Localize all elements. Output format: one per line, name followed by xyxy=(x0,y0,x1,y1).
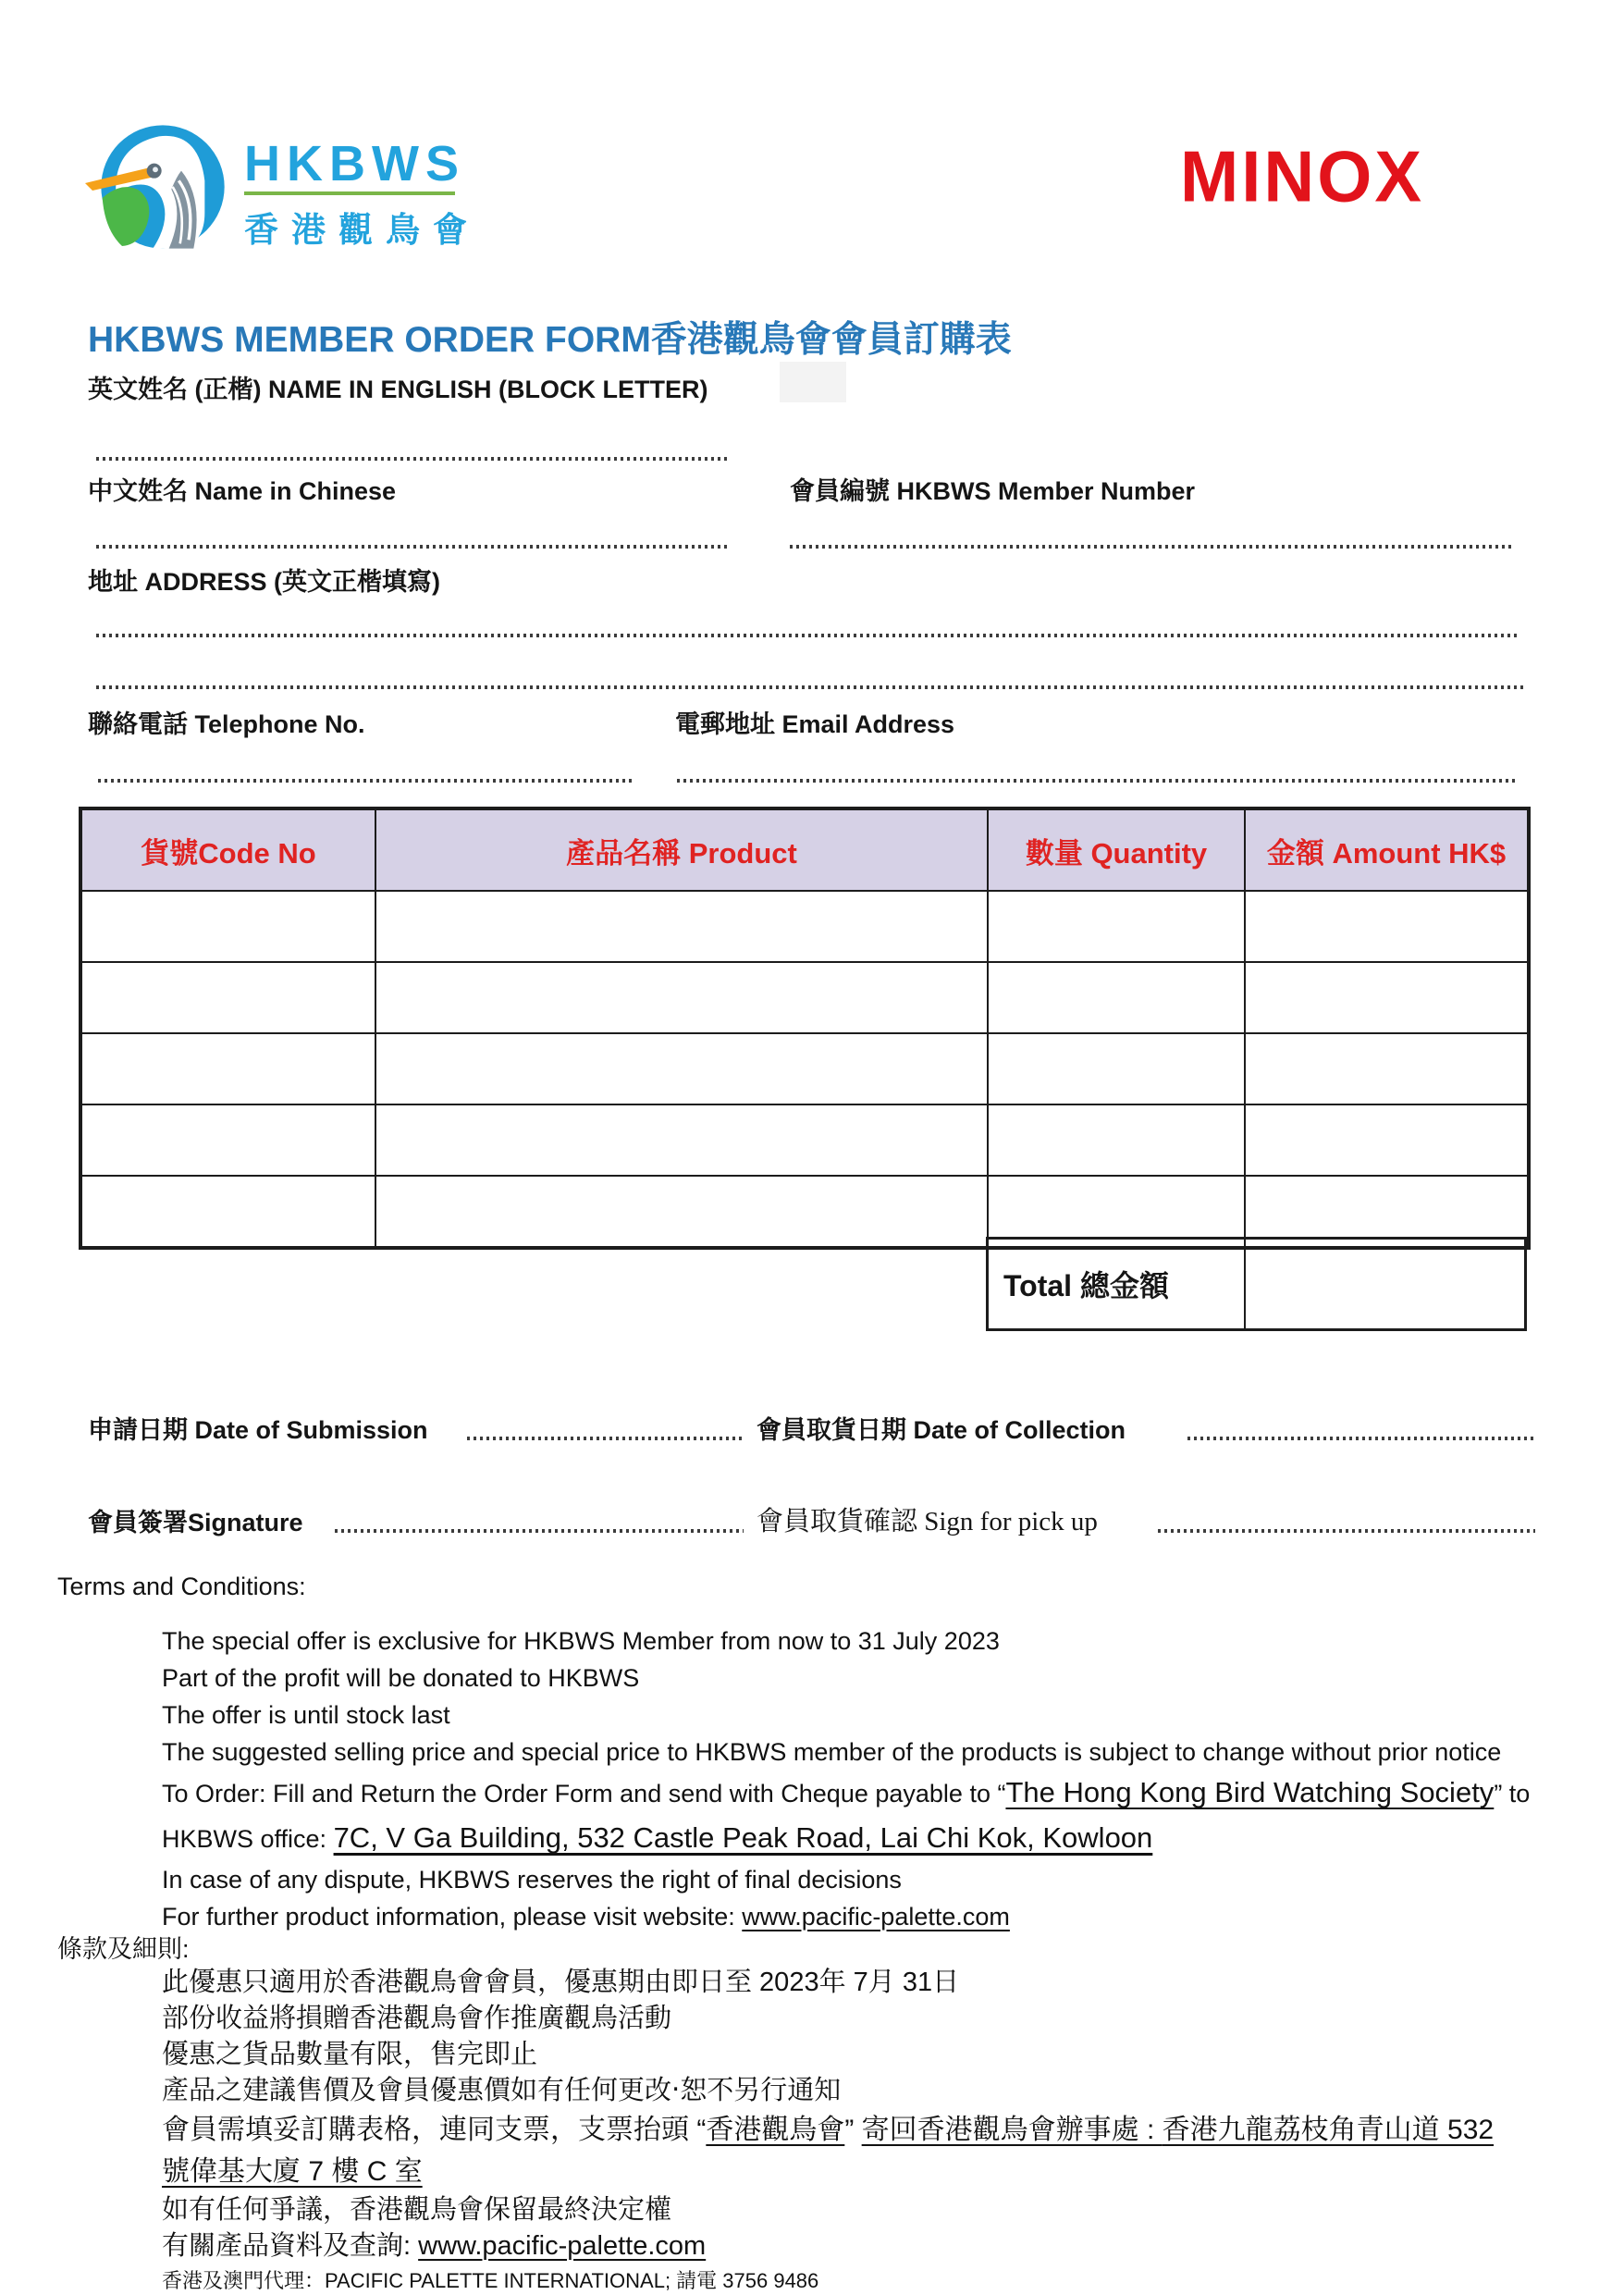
cell-amount[interactable] xyxy=(1245,962,1529,1033)
terms-en-item: The offer is until stock last xyxy=(162,1701,450,1729)
mail-prefix: 會員需填妥訂購表格，連同支票，支票抬頭 “ xyxy=(162,2115,707,2145)
minox-logo: MINOX xyxy=(1180,137,1425,217)
terms-zh-item: 部份收益將損贈香港觀鳥會作推廣觀鳥活動 xyxy=(162,2004,672,2033)
date-submission-label: 申請日期 Date of Submission xyxy=(88,1416,428,1444)
email-write-line[interactable] xyxy=(677,779,1518,783)
sign-pickup-label: 會員取貨確認 Sign for pick up xyxy=(757,1507,1098,1536)
terms-en-item: In case of any dispute, HKBWS reserves the right of final decisions xyxy=(162,1866,902,1894)
address-write-line-2[interactable] xyxy=(96,685,1524,689)
info-url: www.pacific-palette.com xyxy=(418,2231,707,2261)
to-order-prefix: To Order: Fill and Return the Order Form and send with Cheque payable to “ xyxy=(162,1780,1006,1808)
order-table-row xyxy=(80,891,1529,962)
society-name: The Hong Kong Bird Watching Society xyxy=(1005,1776,1495,1808)
cell-code-no[interactable] xyxy=(80,1104,375,1176)
mail-mid: ” xyxy=(844,2115,862,2145)
terms-zh-item: 如有任何爭議，香港觀鳥會保留最終決定權 xyxy=(162,2195,672,2225)
cell-amount[interactable] xyxy=(1245,1104,1529,1176)
mail-address-line1: 香港九龍荔枝角青山道 532 xyxy=(1162,2115,1495,2145)
to-order-suffix: ” to xyxy=(1494,1780,1531,1808)
hkbws-logo-chinese: 香港觀鳥會 xyxy=(244,211,480,249)
order-table-row xyxy=(80,1104,1529,1176)
office-address: 7C, V Ga Building, 532 Castle Peak Road, Lai Chi Kok, Kowloon xyxy=(333,1821,1153,1854)
email-label: 電郵地址 Email Address xyxy=(675,710,955,738)
signature-label: 會員簽署Signature xyxy=(88,1509,303,1536)
hkbws-logo-text xyxy=(244,136,480,252)
cell-quantity[interactable] xyxy=(988,891,1245,962)
info-prefix: 有關產品資料及查詢: xyxy=(162,2231,419,2261)
cell-code-no[interactable] xyxy=(80,891,375,962)
cell-code-no[interactable] xyxy=(80,962,375,1033)
terms-en-item-to-order xyxy=(162,1771,1593,1816)
name-chinese-label: 中文姓名 Name in Chinese xyxy=(88,477,397,505)
address-write-line-1[interactable] xyxy=(96,634,1519,637)
header-code-no: 貨號Code No xyxy=(80,808,375,891)
header-product: 產品名稱 Product xyxy=(375,808,988,891)
cell-quantity[interactable] xyxy=(988,1104,1245,1176)
date-collection-write-line[interactable] xyxy=(1187,1437,1537,1440)
hkbws-bird-icon xyxy=(85,120,233,261)
mail-office: 寄回香港觀鳥會辦事處 : xyxy=(861,2115,1163,2145)
telephone-write-line[interactable] xyxy=(98,779,634,783)
terms-en-item: The special offer is exclusive for HKBWS Member from now to 31 July 2023 xyxy=(162,1627,1000,1655)
hkbws-logo-acronym: HKBWS xyxy=(244,136,465,191)
terms-zh-item-info xyxy=(162,2228,1602,2264)
date-collection-label: 會員取貨日期 Date of Collection xyxy=(757,1416,1126,1444)
scan-artifact xyxy=(780,362,846,402)
cell-product[interactable] xyxy=(375,1104,988,1176)
order-table-row xyxy=(80,962,1529,1033)
terms-and-conditions-en xyxy=(57,1573,1593,1935)
cell-product[interactable] xyxy=(375,962,988,1033)
name-english-write-line[interactable] xyxy=(96,457,731,461)
cell-amount[interactable] xyxy=(1245,891,1529,962)
mail-address-line2: 號偉基大廈 7 樓 C 室 xyxy=(162,2156,423,2187)
date-submission-write-line[interactable] xyxy=(467,1437,743,1440)
cell-quantity[interactable] xyxy=(988,962,1245,1033)
form-title: HKBWS MEMBER ORDER FORM香港觀鳥會會員訂購表 xyxy=(88,320,1012,360)
terms-en-item-office xyxy=(162,1816,1593,1861)
cell-code-no[interactable] xyxy=(80,1176,375,1248)
terms-en-item-website xyxy=(162,1898,1593,1935)
website-prefix: For further product information, please visit website: xyxy=(162,1903,743,1931)
order-table-header-row xyxy=(80,808,1529,891)
hkbws-logo xyxy=(85,117,480,269)
header-quantity: 數量 Quantity xyxy=(988,808,1245,891)
terms-en-item: The suggested selling price and special price to HKBWS member of the products is subject to change without prior notice xyxy=(162,1738,1502,1766)
name-chinese-write-line[interactable] xyxy=(96,545,731,549)
office-prefix: HKBWS office: xyxy=(162,1825,334,1853)
hkbws-logo-rule xyxy=(244,191,455,195)
sign-pickup-write-line[interactable] xyxy=(1158,1529,1535,1533)
terms-en-item: Part of the profit will be donated to HKBWS xyxy=(162,1664,640,1692)
terms-and-conditions-zh xyxy=(57,1933,1602,2295)
telephone-label: 聯絡電話 Telephone No. xyxy=(88,710,365,738)
name-english-label: 英文姓名 (正楷) NAME IN ENGLISH (BLOCK LETTER) xyxy=(88,376,708,403)
member-number-label: 會員編號 HKBWS Member Number xyxy=(790,477,1196,505)
terms-zh-agent-line: 香港及澳門代理：PACIFIC PALETTE INTERNATIONAL; 請電 3756 9486 xyxy=(162,2269,819,2292)
terms-en-heading: Terms and Conditions: xyxy=(57,1573,306,1600)
signature-write-line[interactable] xyxy=(335,1529,744,1533)
terms-zh-item: 優惠之貨品數量有限，售完即止 xyxy=(162,2040,538,2069)
terms-zh-item-mail xyxy=(162,2109,1602,2192)
cell-product[interactable] xyxy=(375,1033,988,1104)
cell-quantity[interactable] xyxy=(988,1033,1245,1104)
mail-society: 香港觀鳥會 xyxy=(706,2115,845,2145)
order-table xyxy=(79,807,1531,1250)
order-table-row xyxy=(80,1033,1529,1104)
website-url: www.pacific-palette.com xyxy=(742,1903,1010,1931)
total-amount-cell[interactable] xyxy=(1246,1240,1524,1328)
terms-zh-item: 此優惠只適用於香港觀鳥會會員，優惠期由即日至 2023年 7月 31日 xyxy=(162,1968,960,1997)
cell-product[interactable] xyxy=(375,1176,988,1248)
total-label: Total 總金額 xyxy=(989,1240,1246,1328)
cell-amount[interactable] xyxy=(1245,1033,1529,1104)
address-label: 地址 ADDRESS (英文正楷填寫) xyxy=(88,568,441,596)
member-number-write-line[interactable] xyxy=(790,545,1515,549)
header-amount: 金額 Amount HK$ xyxy=(1245,808,1529,891)
cell-code-no[interactable] xyxy=(80,1033,375,1104)
terms-zh-heading: 條款及細則: xyxy=(57,1935,190,1963)
terms-zh-item: 產品之建議售價及會員優惠價如有任何更改‧恕不另行通知 xyxy=(162,2076,842,2105)
order-total-row xyxy=(986,1237,1527,1331)
cell-product[interactable] xyxy=(375,891,988,962)
